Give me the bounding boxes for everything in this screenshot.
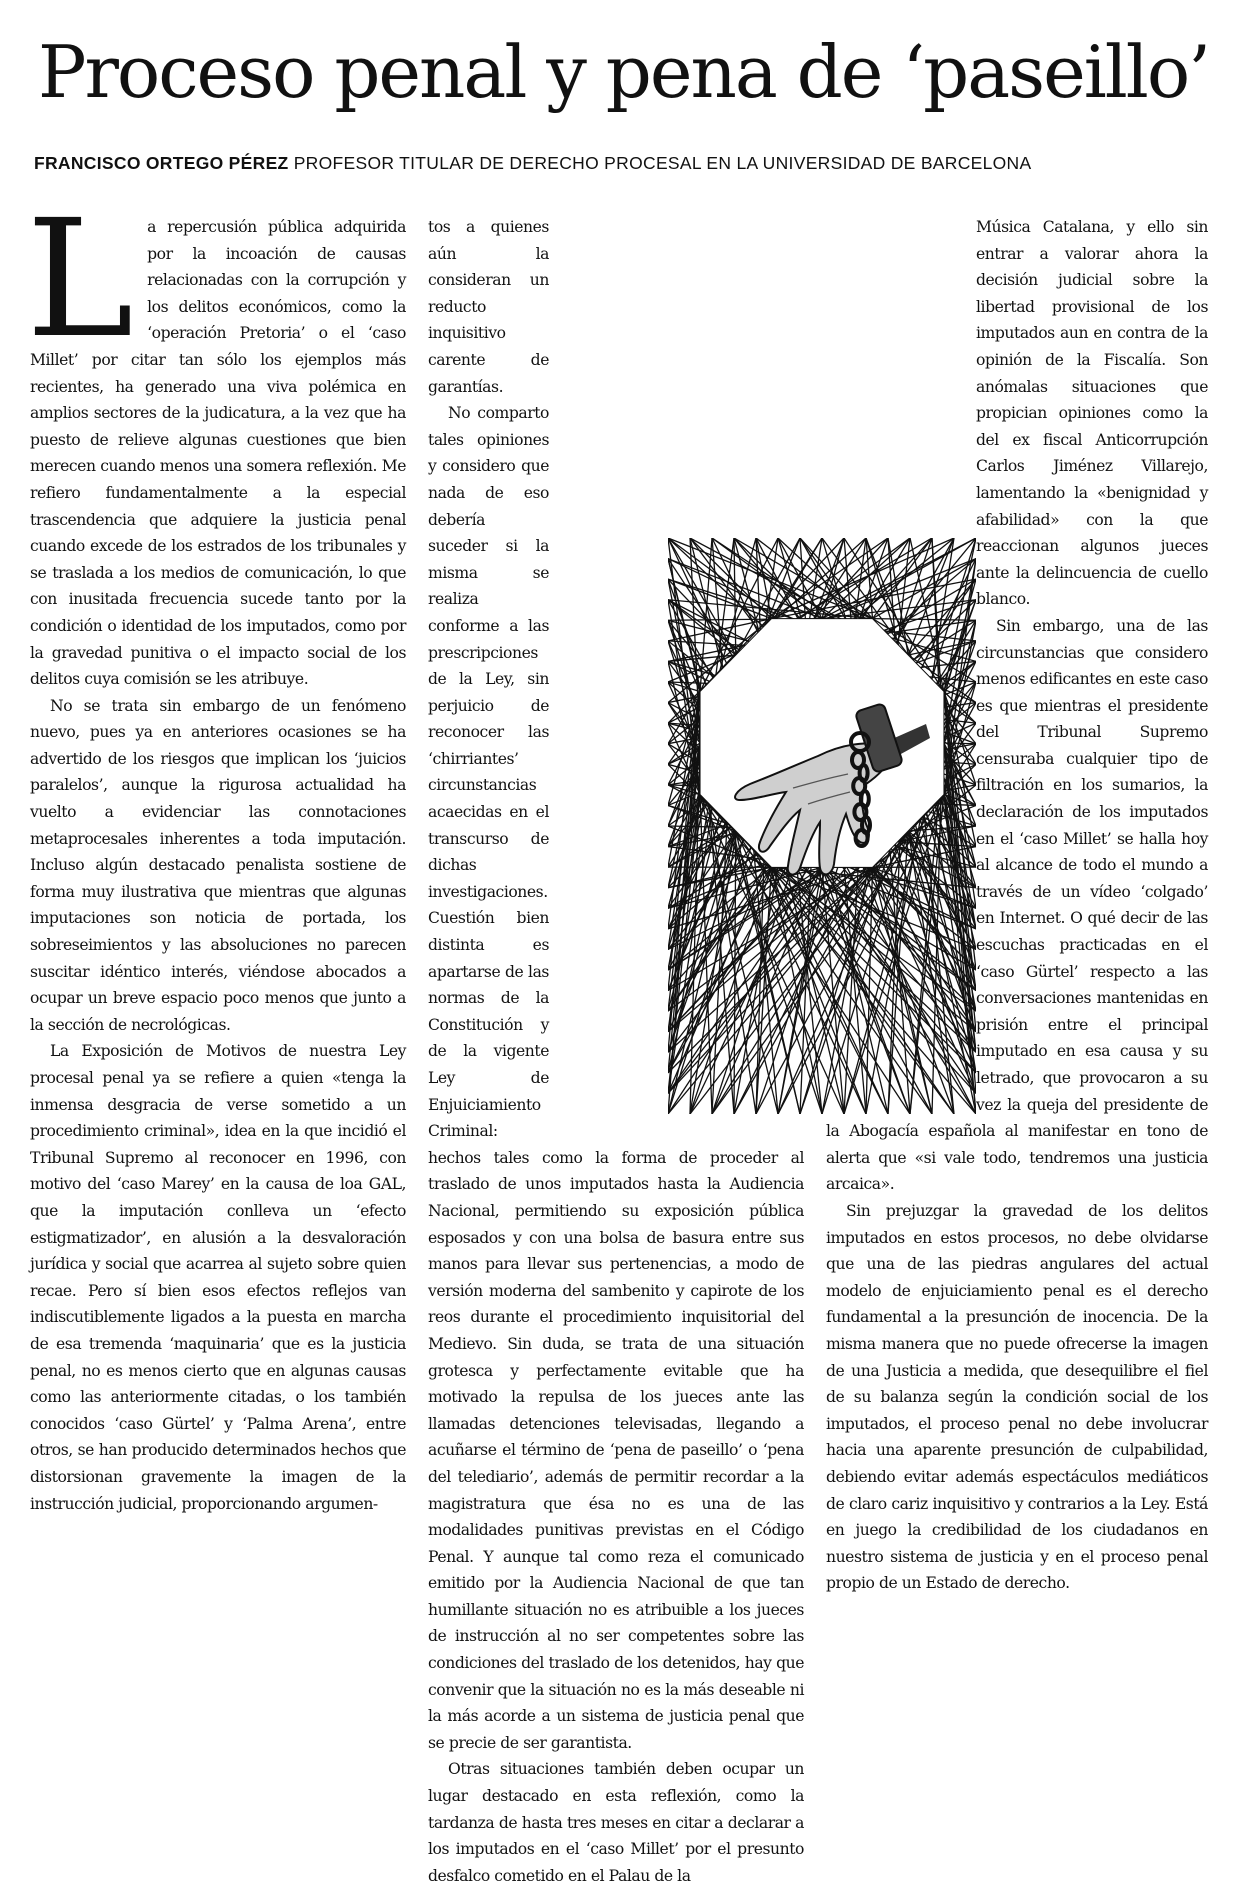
illustration-line xyxy=(944,743,976,744)
drop-cap: L xyxy=(26,216,133,344)
paragraph: La repercusión pública adquirida por la incoación de causas relacionadas con la corrupción y los delitos económicos, como la ‘operación Pretoria’ o el ‘caso Millet’ por citar tan sólo los ejemplos más recientes, ha generado una viva polémica en amplios sectores de la judicatura, a la vez que ha puesto de relieve algunas cuestiones que bien merecen cuando menos una somera reflexión. Me refiero fundamentalmente a la especial trascendencia que adquiere la justicia penal cuando excede de los estrados de los tribunales y se traslada a los medios de comunicación, lo que con inusitada frecuencia sucede tanto por la condición o identidad de los imputados, como por la gravedad punitiva o el impacto social de los delitos cuya comisión se les atribuye. xyxy=(30,214,406,693)
paragraph: No comparto tales opiniones y considero que nada de eso debería suceder si la misma se realiza conforme a las prescripciones de la Ley, sin perjuicio de reconocer las ‘chirriantes’ circunstancias acaecidas en el transcurso de dichas investigaciones. Cuestión bien distinta es apartarse de las normas de la Constitución y de la vigente Ley de Enjuiciamiento Criminal: hechos tales como la forma de proceder al traslado de unos imputados hasta la Audiencia Nacional, permitiendo su exposición pública esposados y con una bolsa de basura entre sus manos para llevar sus pertenencias, a modo de versión moderna del sambenito y capirote de los reos durante el procedimiento inquisitorial del Medievo. Sin duda, se trata de una situación grotesca y perfectamente evitable que ha motivado la repulsa de los jueces ante las llamadas detenciones televisadas, llegando a acuñarse el término de ‘pena de paseillo’ o ‘pena del telediario’, además de permitir recordar a la magistratura que ésa no es una de las modalidades punitivas previstas en el Código Penal. Y aunque tal como reza el comunicado emitido por la Audiencia Nacional de que tan humillante situación no es atribuible a los jueces de instrucción al no ser competentes sobre las condiciones del traslado de los detenidos, hay que convenir que la situación no es la más deseable ni la más acorde a un sistema de justicia penal que se precie de ser garantista. xyxy=(428,400,804,1756)
paragraph: Otras situaciones también deben ocupar un lugar destacado en esta reflexión, como la tardanza de hasta tres meses en citar a declarar a los imputados en el ‘caso Millet’ por el presunto desfalco cometido en el Palau de la xyxy=(428,1756,804,1889)
illustration-line xyxy=(822,538,910,619)
paragraph: Sin prejuzgar la gravedad de los delitos imputados en estos procesos, no debe olvidarse que una de las piedras angulares del actual modelo de enjuiciamiento penal es el derecho fundamental a la presunción de inocencia. De la misma manera que no puede ofrecerse la imagen de una Justicia a medida, que desequilibre el fiel de su balanza según la condición social de los imputados, el proceso penal no debe involucrar hacia una aparente presunción de culpabilidad, debiendo evitar además espectáculos mediáticos de claro cariz inquisitivo y contrarios a la Ley. Está en juego la credibilidad de los ciudadanos en nuestro sistema de justicia y en el proceso penal propio de un Estado de derecho. xyxy=(826,1198,1208,1597)
paragraph: Sin embargo, una de las circunstancias que considero menos edificantes en este caso es que mientras el presidente del Tribunal Supremo censuraba cualquier tipo de filtración en los sumarios, la declaración de los imputados en el ‘caso Millet’ se halla hoy al alcance de todo el mundo a través de un vídeo ‘colgado’ en Internet. O qué decir de las escuchas practicadas en el ‘caso Gürtel’ respecto a las conversaciones mantenidas en prisión entre el principal imputado en esa causa y su letrado, que provocaron a su vez la queja del presidente de la Abogacía española al manifestar en tono de alerta que «si vale todo, tendremos una justicia arcaica». xyxy=(826,613,1208,1198)
headline: Proceso penal y pena de ‘paseillo’ xyxy=(38,22,1228,122)
paragraph: Música Catalana, y ello sin entrar a valorar ahora la decisión judicial sobre la libertad provisional de los imputados aun en contra de la opinión de la Fiscalía. Son anómalas situaciones que propician opiniones como la del ex fiscal Anticorrupción Carlos Jiménez Villarejo, lamentando la «benignidad y afabilidad» con la que reaccionan algunos jueces ante la delincuencia de cuello blanco. xyxy=(826,214,1208,613)
handcuffed-hand-illustration xyxy=(668,538,976,1114)
author-role: PROFESOR TITULAR DE DERECHO PROCESAL EN LA UNIVERSIDAD DE BARCELONA xyxy=(294,153,1032,173)
author-name: FRANCISCO ORTEGO PÉREZ xyxy=(34,153,289,173)
column-1 xyxy=(30,214,406,1517)
illustration-line xyxy=(873,619,976,621)
paragraph: tos a quienes aún la consideran un reducto inquisitivo carente de garantías. xyxy=(428,214,804,400)
byline xyxy=(34,151,1234,175)
paragraph: La Exposición de Motivos de nuestra Ley procesal penal ya se refiere a quien «tenga la inmensa desgracia de verse sometido a un procedimiento criminal», idea en la que incidió el Tribunal Supremo al reconocer en 1996, con motivo del ‘caso Marey’ en la causa de loa GAL, que la imputación conlleva un ‘efecto estigmatizador’, en alusión a la desvaloración jurídica y social que acarrea al sujeto sobre quien recae. Pero sí bien esos efectos reflejos van indiscutiblemente ligados a la puesta en marcha de esa tremenda ‘maquinaria’ que es la justicia penal, no es menos cierto que en algunas causas como las anteriormente citadas, o los también conocidos ‘caso Gürtel’ y ‘Palma Arena’, entre otros, se han producido determinados hechos que distorsionan gravemente la imagen de la instrucción judicial, proporcionando argumen- xyxy=(30,1038,406,1517)
paragraph: No se trata sin embargo de un fenómeno nuevo, pues ya en anteriores ocasiones se ha advertido de los riesgos que implican los ‘juicios paralelos’, aunque la rigurosa actualidad ha vuelto a evidenciar las connotaciones metaprocesales inherentes a toda imputación. Incluso algún destacado penalista sostiene de forma muy ilustrativa que mientras que algunas imputaciones son noticia de portada, los sobreseimientos y las absoluciones no parecen suscitar idéntico interés, viéndose abocados a ocupar un breve espacio poco menos que junto a la sección de necrológicas. xyxy=(30,693,406,1039)
illustration-graphic xyxy=(668,538,976,1114)
illustration-line xyxy=(668,600,736,655)
